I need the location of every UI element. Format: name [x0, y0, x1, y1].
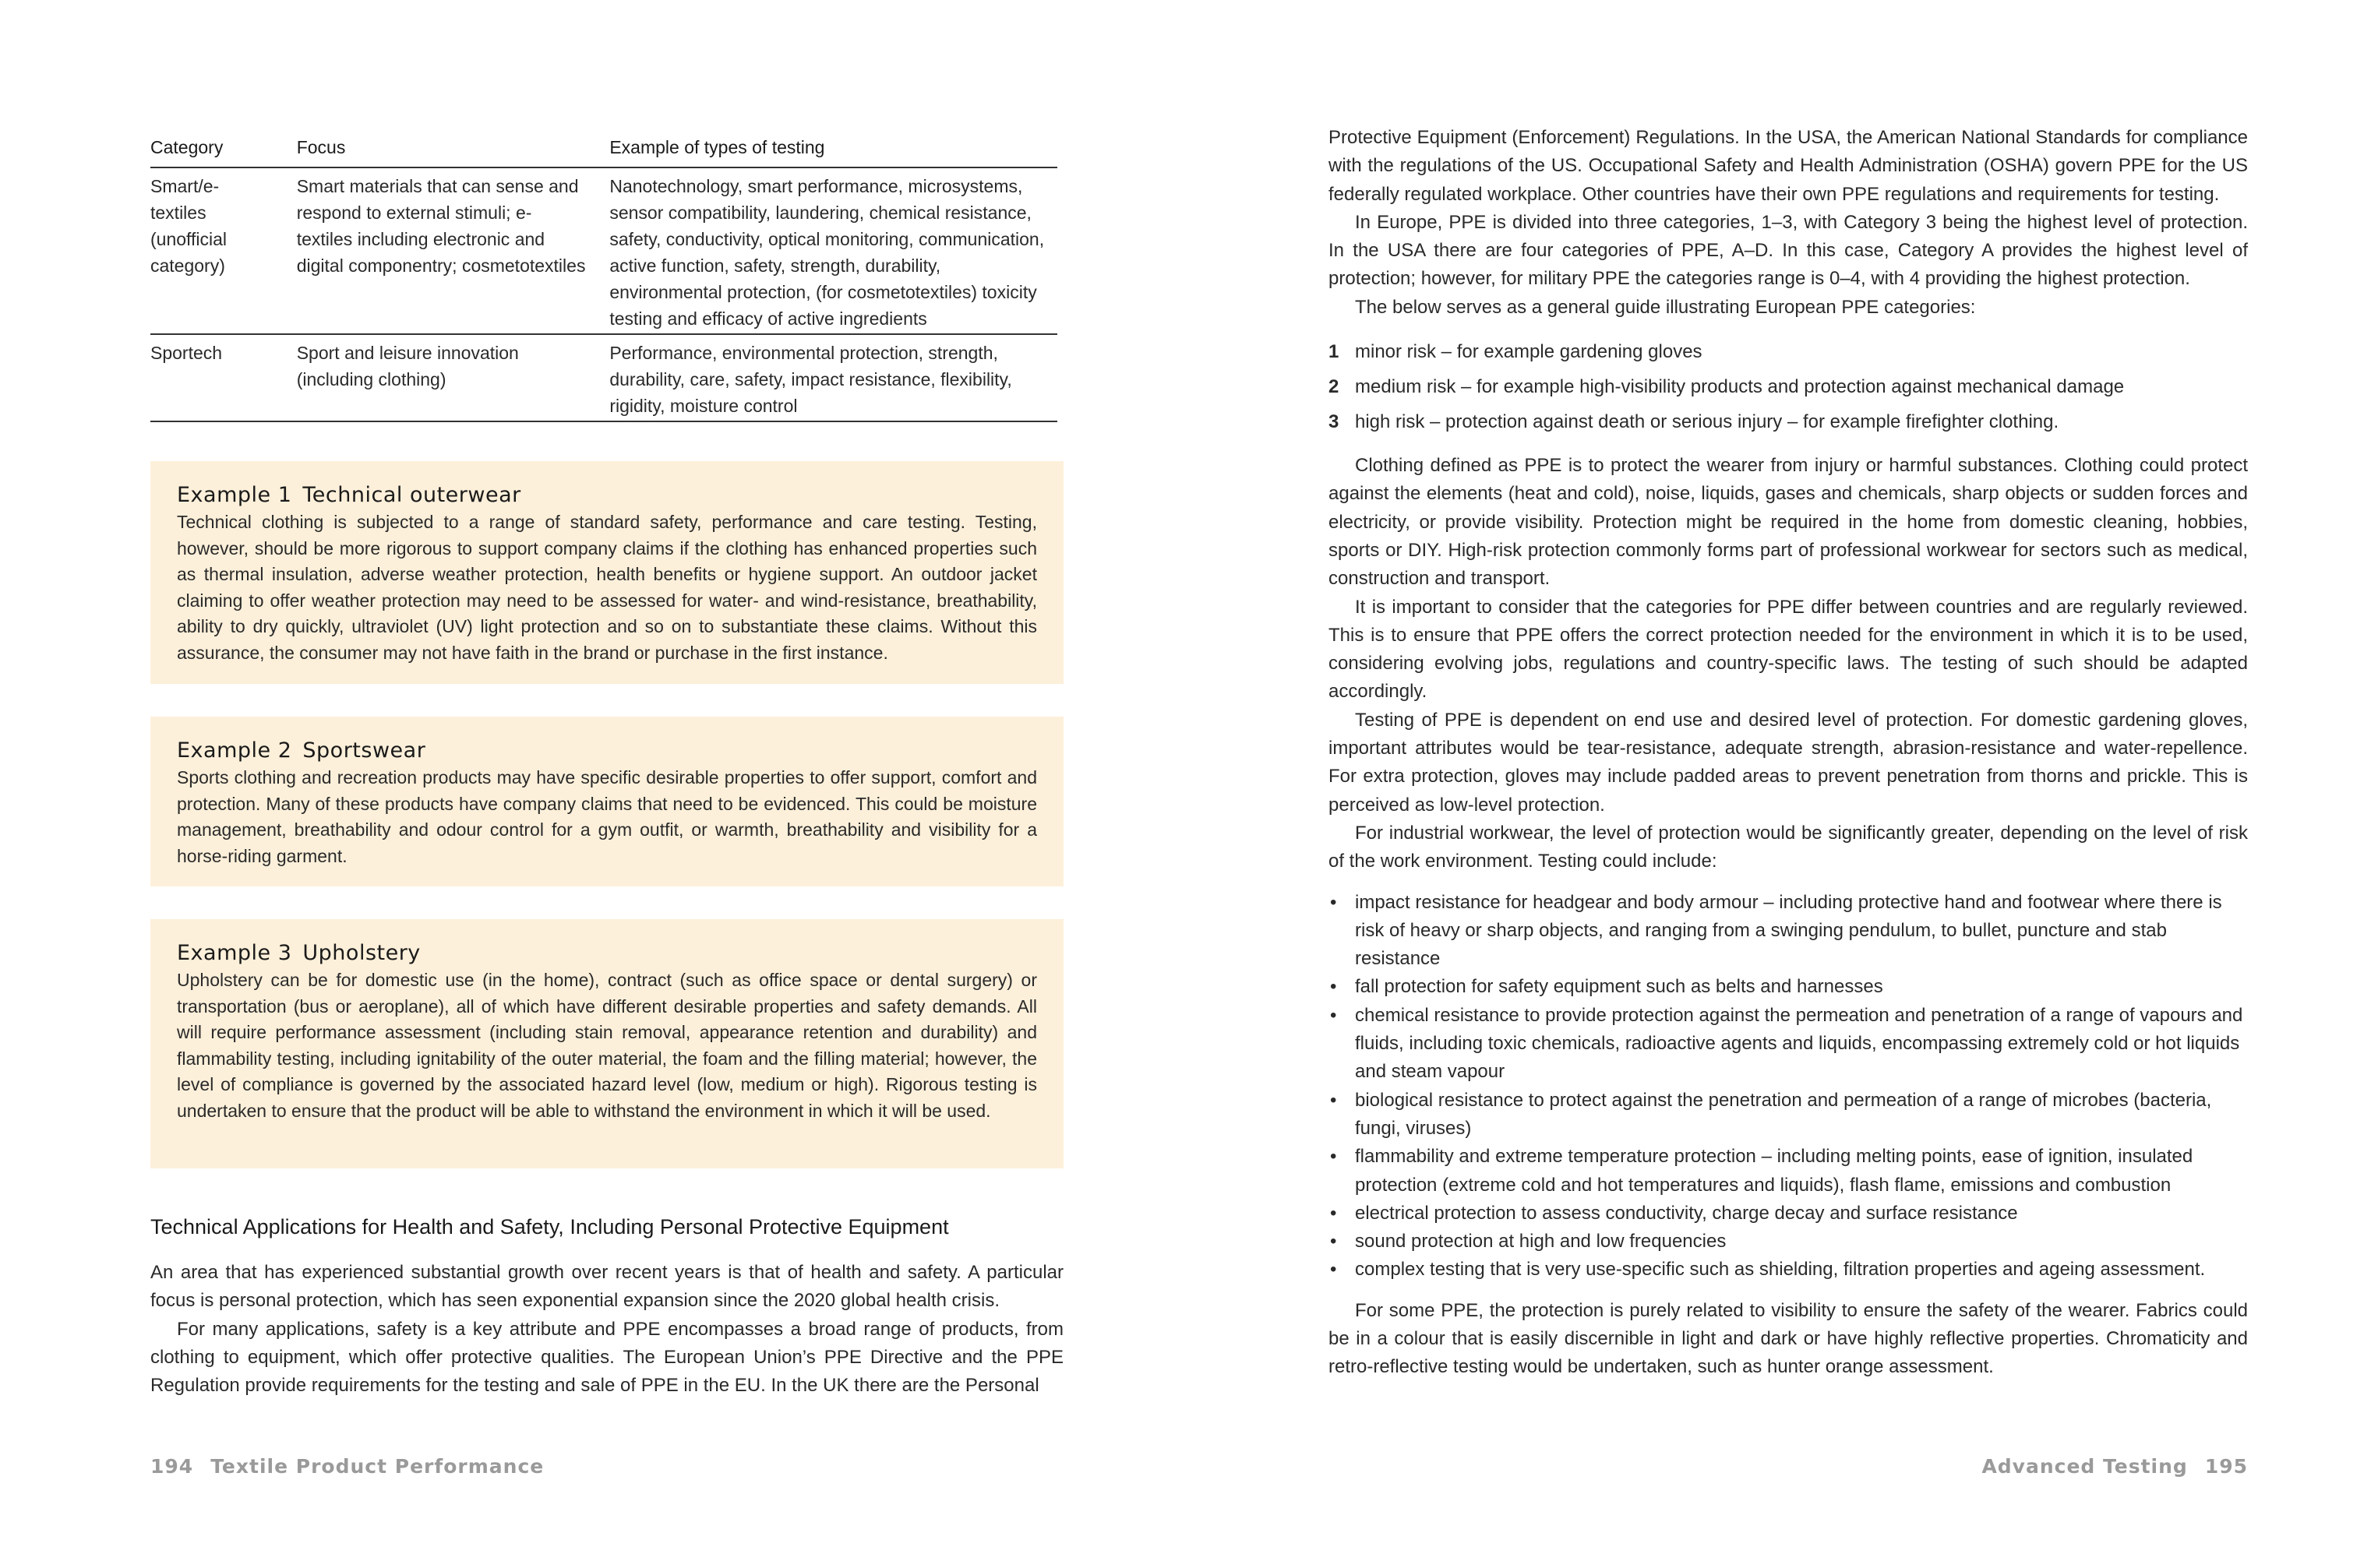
table-cell-category: Sportech: [150, 334, 297, 421]
table-cell-category: Smart/e-textiles (unofficial category): [150, 167, 297, 334]
list-item: [1328, 369, 2248, 404]
example-heading: [177, 737, 1037, 765]
right-footer: [1981, 1455, 2248, 1478]
list-item-text: high risk – protection against death or serious injury – for example firefighter clothing.: [1355, 411, 2059, 433]
list-number: 1: [1328, 341, 1339, 363]
paragraph: Testing of PPE is dependent on end use and desired level of protection. For domestic gardening gloves, important attributes would be tear-resistance, adequate strength, abrasion-resistance and water-repellence. For extra protection, gloves may include padded areas to prevent penetration from thorns and prickle. This is perceived as low-level protection.: [1328, 709, 2248, 816]
paragraph: An area that has experienced substantial growth over recent years is that of health and safety. A particular focus is personal protection, which has seen exponential expansion since the 2020 global health crisis.: [150, 1262, 1064, 1312]
example-number: Example 2: [177, 738, 292, 763]
left-body-text: [150, 1259, 1064, 1400]
paragraph: The below serves as a general guide illustrating European PPE categories:: [1355, 296, 1976, 318]
section-title: Advanced Testing: [1981, 1455, 2188, 1478]
table-row: [150, 334, 1057, 421]
testing-table: [150, 134, 1057, 422]
right-body-text: [1328, 124, 2248, 1382]
table-header-testing: Example of types of testing: [609, 134, 1057, 167]
list-item: [1328, 1228, 2248, 1256]
list-item-text: flammability and extreme temperature protection – including melting points, ease of ignition, insulated protection (extreme cold and hot temperatures and liquids), flash flame, emissions and combustion: [1355, 1146, 2193, 1196]
list-item-text: sound protection at high and low frequencies: [1355, 1231, 1727, 1253]
example-number: Example 3: [177, 941, 292, 965]
section-heading: Technical Applications for Health and Safety, Including Personal Protective Equipment: [150, 1215, 949, 1239]
example-text: Upholstery can be for domestic use (in the home), contract (such as office space or dental surgery) or transportation (bus or aeroplane), all of which have different desirable properties and safety demands. All will require performance assessment (including stain removal, appearance retention and durability) and flammability testing, including ignitability of the outer material, the foam and the filling material; however, the level of compliance is governed by the associated hazard level (low, medium or high). Rigorous testing is undertaken to ensure that the product will be able to withstand the environment in which it will be used.: [177, 970, 1037, 1121]
list-item: [1328, 1002, 2248, 1087]
paragraph: It is important to consider that the categories for PPE differ between countries and are regularly reviewed. This is to ensure that PPE offers the correct protection needed for the environment in which it is to be used, considering evolving jobs, regulations and country-specific laws. The testing of such should be adapted accordingly.: [1328, 596, 2248, 703]
list-item: [1328, 1087, 2248, 1143]
testing-bullet-list: [1328, 889, 2248, 1284]
list-number: 2: [1328, 376, 1339, 398]
example-title: Sportswear: [302, 738, 426, 763]
example-heading: [177, 939, 1037, 967]
list-item-text: complex testing that is very use-specific such as shielding, filtration properties and ageing assessment.: [1355, 1259, 2206, 1281]
list-item: [1328, 404, 2248, 439]
bullet-icon: •: [1330, 1146, 1337, 1168]
bullet-icon: •: [1330, 976, 1337, 998]
bullet-icon: •: [1330, 1089, 1337, 1111]
list-item: [1328, 889, 2248, 974]
example-box-sportswear: [150, 717, 1064, 886]
list-item-text: minor risk – for example gardening gloves: [1355, 341, 1702, 363]
example-title: Upholstery: [302, 941, 421, 965]
list-item: [1328, 973, 2248, 1001]
table-header-category: Category: [150, 134, 297, 167]
example-box-upholstery: [150, 919, 1064, 1168]
table-header-row: [150, 134, 1057, 167]
table-row: [150, 167, 1057, 334]
paragraph: In Europe, PPE is divided into three categories, 1–3, with Category 3 being the highest level of protection. In the USA there are four categories of PPE, A–D. In this case, Category A provides the highest level of protection; however, for military PPE the categories range is 0–4, with 4 providing the highest protection.: [1328, 211, 2248, 290]
list-item: [1328, 1143, 2248, 1200]
list-item-text: impact resistance for headgear and body armour – including protective hand and footwear where there is risk of heavy or sharp objects, and ranging from a swinging pendulum, to bullet, puncture and stab resistance: [1355, 891, 2222, 970]
list-item-text: chemical resistance to provide protection against the permeation and penetration of a range of vapours and fluids, including toxic chemicals, radioactive agents and liquids, encompassing extremely cold or hot liquids and steam vapour: [1355, 1004, 2243, 1083]
example-text: Technical clothing is subjected to a range of standard safety, performance and care testing. Testing, however, should be more rigorous to support company claims if the clothing has enhanced properties such as thermal insulation, adverse weather protection, health benefits or hygiene support. An outdoor jacket claiming to offer weather protection may need to be assessed for water- and wind-resistance, breathability, ability to dry quickly, ultraviolet (UV) light protection and so on to substantiate these claims. Without this assurance, the consumer may not have faith in the brand or purchase in the first instance.: [177, 512, 1037, 663]
bullet-icon: •: [1330, 891, 1337, 913]
table-cell-testing: Nanotechnology, smart performance, microsystems, sensor compatibility, laundering, chemical resistance, safety, conductivity, optical monitoring, communication, active function, safety, strength, durability, environmental protection, (for cosmetotextiles) toxicity testing and efficacy of active ingredients: [609, 167, 1057, 334]
bullet-icon: •: [1330, 1259, 1337, 1281]
list-number: 3: [1328, 411, 1339, 433]
paragraph: For some PPE, the protection is purely related to visibility to ensure the safety of the wearer. Fabrics could be in a colour that is easily discernible in light and dark or have highly reflective properties. Chromaticity and retro-reflective testing would be undertaken, such as hunter orange assessment.: [1328, 1299, 2248, 1378]
table-cell-testing: Performance, environmental protection, strength, durability, care, safety, impact resistance, flexibility, rigidity, moisture control: [609, 334, 1057, 421]
left-footer: [150, 1455, 544, 1478]
right-page: [1189, 0, 2378, 1568]
list-item: [1328, 1256, 2248, 1284]
bullet-icon: •: [1330, 1004, 1337, 1026]
bullet-icon: •: [1330, 1231, 1337, 1253]
ppe-category-list: [1328, 334, 2248, 439]
table-cell-focus: Smart materials that can sense and respond to external stimuli; e-textiles including electronic and digital componentry; cosmetotextiles: [297, 167, 610, 334]
book-title: Textile Product Performance: [210, 1455, 545, 1478]
list-item-text: medium risk – for example high-visibility products and protection against mechanical damage: [1355, 376, 2125, 398]
list-item: [1328, 1200, 2248, 1228]
bullet-icon: •: [1330, 1202, 1337, 1224]
paragraph: For many applications, safety is a key attribute and PPE encompasses a broad range of products, from clothing to equipment, which offer protective qualities. The European Union’s PPE Directive and the PPE Regulation provide requirements for the testing and sale of PPE in the EU. In the UK there are the Personal: [150, 1318, 1064, 1397]
paragraph: Clothing defined as PPE is to protect the wearer from injury or harmful substances. Clothing could protect against the elements (heat and cold), noise, liquids, gases and chemicals, sharp objects or sudden forces and electricity, or provide visibility. Protection might be required in the home from domestic cleaning, hobbies, sports or DIY. High-risk protection commonly forms part of professional workwear for sectors such as medical, construction and transport.: [1328, 455, 2248, 590]
list-item-text: biological resistance to protect against the penetration and permeation of a range of microbes (bacteria, fungi, viruses): [1355, 1089, 2212, 1139]
paragraph: For industrial workwear, the level of protection would be significantly greater, depending on the level of risk of the work environment. Testing could include:: [1328, 822, 2248, 872]
example-text: Sports clothing and recreation products may have specific desirable properties to offer support, comfort and protection. Many of these products have company claims that need to be evidenced. This could be moisture management, breathability and odour control for a gym outfit, or warmth, breathability and visibility for a horse-riding garment.: [177, 767, 1037, 866]
list-item-text: fall protection for safety equipment such as belts and harnesses: [1355, 976, 1883, 998]
page-number: 194: [150, 1455, 194, 1478]
list-item: [1328, 334, 2248, 369]
example-title: Technical outerwear: [302, 483, 521, 507]
paragraph: Protective Equipment (Enforcement) Regulations. In the USA, the American National Standards for compliance with the regulations of the US. Occupational Safety and Health Administration (OSHA) govern PPE for the US federally regulated workplace. Other countries have their own PPE regulations and requirements for testing.: [1328, 127, 2248, 205]
example-box-technical-outerwear: [150, 461, 1064, 684]
table-cell-focus: Sport and leisure innovation (including clothing): [297, 334, 610, 421]
page-number: 195: [2204, 1455, 2248, 1478]
example-heading: [177, 481, 1037, 509]
table-header-focus: Focus: [297, 134, 610, 167]
example-number: Example 1: [177, 483, 292, 507]
list-item-text: electrical protection to assess conductivity, charge decay and surface resistance: [1355, 1202, 2018, 1224]
